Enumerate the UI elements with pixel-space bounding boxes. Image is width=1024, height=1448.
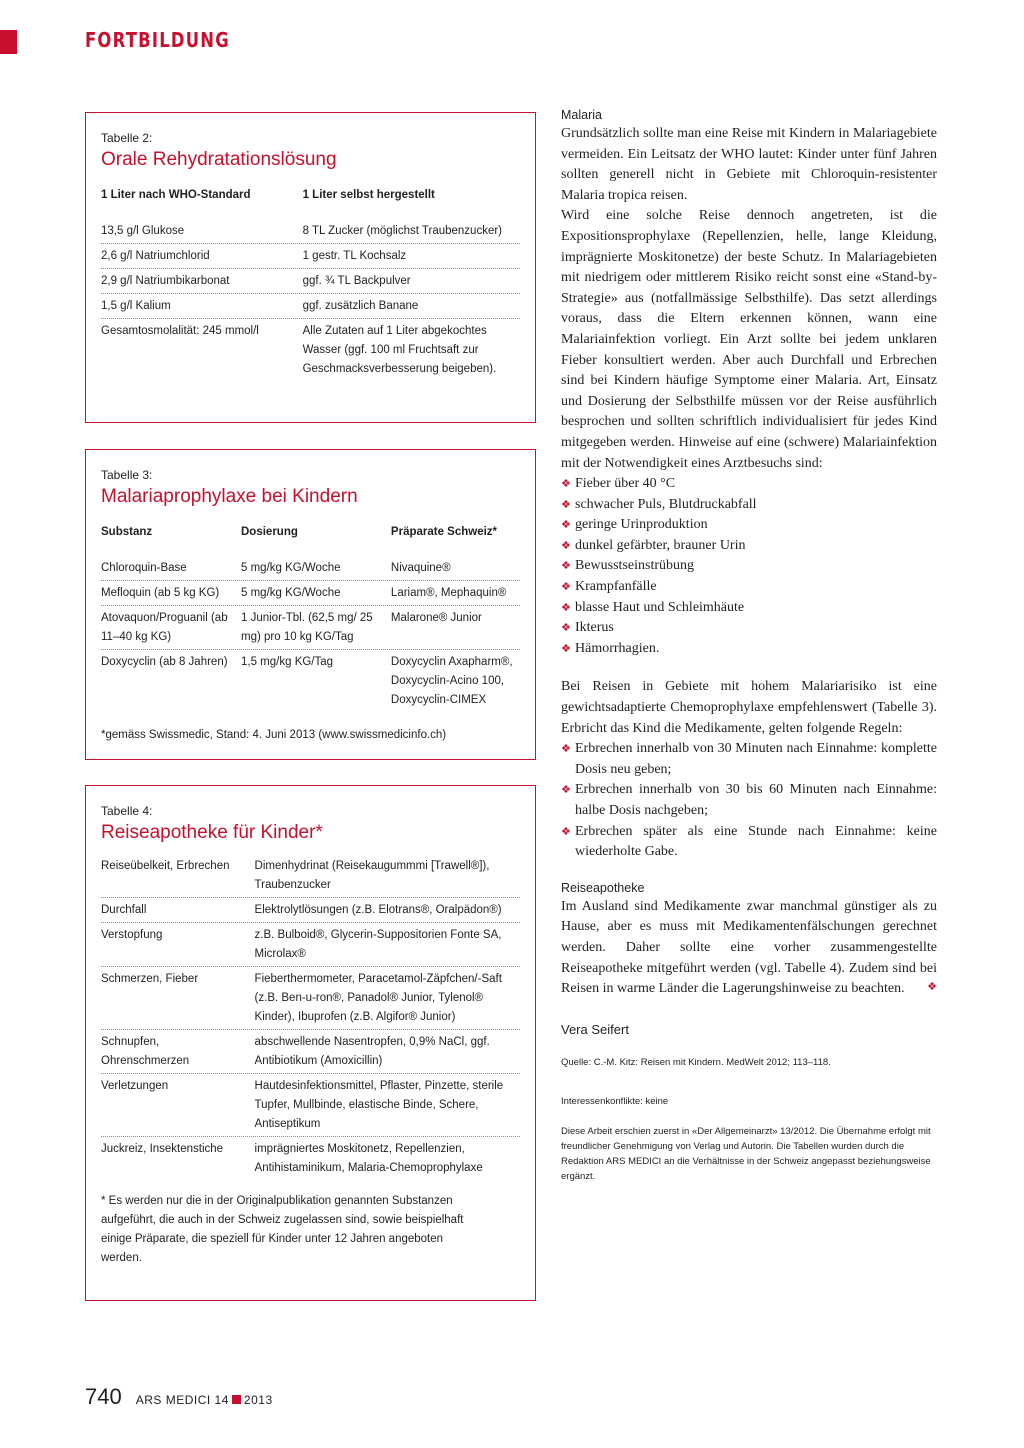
table-body <box>101 556 520 712</box>
bullet-diamond-icon: ❖ <box>561 601 571 614</box>
section-marker <box>0 30 17 54</box>
table-header <box>101 189 520 201</box>
column-header: Substanz <box>101 526 153 538</box>
table-cell: Doxycyclin (ab 8 Jahren) <box>101 656 228 668</box>
table-label: Tabelle 3: <box>101 468 153 482</box>
table-cell: Gesamtosmolalität: 245 mmol/l <box>101 325 259 337</box>
table-cell: 5 mg/kg KG/Woche <box>241 562 341 574</box>
table-row <box>101 1074 520 1137</box>
table-cell: 1,5 mg/kg KG/Tag <box>241 656 334 668</box>
table-cell: 5 mg/kg KG/Woche <box>241 587 341 599</box>
symptom-item <box>561 556 937 577</box>
symptom-item <box>561 618 937 639</box>
rule-item <box>561 739 937 780</box>
symptom-item <box>561 495 937 516</box>
symptom-item <box>561 515 937 536</box>
table-cell: Durchfall <box>101 904 147 916</box>
table-cell: ggf. zusätzlich Banane <box>302 300 419 312</box>
article-column <box>561 108 937 1184</box>
reiseapotheke-text: Im Ausland sind Medikamente zwar manchmal günstiger als zu Hause, aber es muss mit Medikamentenfälschungen gerechnet werden. Daher sollte eine vorher zusammengestellte Reiseapotheke mitgeführt werden (vgl. Tabelle 4). Zudem sind bei Reisen in warme Länder die Lagerungshinweise zu beachten. <box>561 898 937 997</box>
table-3 <box>85 449 536 760</box>
rule-item-text: Erbrechen innerhalb von 30 bis 60 Minuten nach Einnahme: halbe Dosis nachgeben; <box>575 782 937 818</box>
table-cell: Fieberthermometer, Paracetamol-Zäpfchen/-Saft (z.B. Ben-u-ron®, Panadol® Junior, Tylenol® Kinder), Ibuprofen (z.B. Algifor® Junior) <box>254 973 502 1023</box>
bullet-diamond-icon: ❖ <box>561 622 571 635</box>
table-cell: Doxycyclin Axapharm®, Doxycyclin-Acino 100, Doxycyclin-CIMEX <box>390 656 513 706</box>
page-footer <box>85 1384 273 1410</box>
symptom-list <box>561 474 937 659</box>
symptom-item <box>561 536 937 557</box>
bullet-diamond-icon: ❖ <box>561 743 571 756</box>
table-row <box>101 1137 520 1180</box>
table-row <box>101 606 520 650</box>
rule-item <box>561 780 937 821</box>
table-cell: Malarone® Junior <box>390 612 482 624</box>
reiseapotheke-paragraph <box>561 897 937 1000</box>
bullet-diamond-icon: ❖ <box>561 560 571 573</box>
column-header: Dosierung <box>241 526 298 538</box>
table-row <box>101 967 520 1030</box>
table-row <box>101 854 520 898</box>
table-cell: Atovaquon/Proguanil (ab 11–40 kg KG) <box>101 612 228 643</box>
bullet-diamond-icon: ❖ <box>561 642 571 655</box>
table-cell: Mefloquin (ab 5 kg KG) <box>101 587 220 599</box>
table-label: Tabelle 4: <box>101 804 153 818</box>
table-cell: Elektrolytlösungen (z.B. Elotrans®, Oralpädon®) <box>254 904 502 916</box>
table-2 <box>85 112 536 423</box>
symptom-item <box>561 598 937 619</box>
table-cell: Lariam®, Mephaquin® <box>390 587 507 599</box>
symptom-item-text: Fieber über 40 °C <box>575 476 676 492</box>
column-header: 1 Liter selbst hergestellt <box>302 189 435 201</box>
table-row <box>101 1030 520 1074</box>
symptom-item-text: geringe Urinproduktion <box>575 517 708 533</box>
bullet-diamond-icon: ❖ <box>561 478 571 491</box>
table-cell: Alle Zutaten auf 1 Liter abgekochtes Wasser (ggf. 100 ml Fruchtsaft zur Geschmacksverbesserung beigeben). <box>302 325 497 375</box>
table-row <box>101 244 520 269</box>
publication-note: Diese Arbeit erschien zuerst in «Der Allgemeinarzt» 13/2012. Die Übernahme erfolgt mit freundlicher Genehmigung von Verlag und Autorin. Die Tabellen wurden durch die Redaktion ARS MEDICI an die Verhältnisse in der Schweiz angepasst beziehungsweise ergänzt. <box>561 1125 931 1182</box>
symptom-item-text: Krampfanfälle <box>575 579 657 595</box>
table-body <box>101 854 520 1180</box>
table-cell: Hautdesinfektionsmittel, Pflaster, Pinzette, sterile Tupfer, Mullbinde, elastische Binde, Schere, Antiseptikum <box>254 1080 504 1130</box>
table-body <box>101 219 520 381</box>
symptom-item-text: Hämorrhagien. <box>575 640 660 656</box>
section-title: FORTBILDUNG <box>85 28 230 52</box>
symptom-item-text: Ikterus <box>575 620 614 636</box>
symptom-item-text: dunkel gefärbter, brauner Urin <box>575 537 746 553</box>
table-row <box>101 269 520 294</box>
bullet-diamond-icon: ❖ <box>561 784 571 797</box>
table-title: Reiseapotheke für Kinder* <box>101 822 323 843</box>
table-cell: 8 TL Zucker (möglichst Traubenzucker) <box>302 225 503 237</box>
table-cell: 2,6 g/l Natriumchlorid <box>101 250 210 262</box>
symptom-item <box>561 474 937 495</box>
bullet-diamond-icon: ❖ <box>561 498 571 511</box>
table-cell: Juckreiz, Insektenstiche <box>101 1143 224 1155</box>
table-cell: Verstopfung <box>101 929 163 941</box>
table-cell: Nivaquine® <box>390 562 451 574</box>
journal-year: 2013 <box>243 1393 273 1407</box>
table-row <box>101 898 520 923</box>
symptom-item-text: schwacher Puls, Blutdruckabfall <box>575 496 757 512</box>
table-title: Malariaprophylaxe bei Kindern <box>101 486 358 507</box>
journal-name: ARS MEDICI 14 <box>135 1393 229 1407</box>
table-header <box>101 526 520 538</box>
table-row <box>101 556 520 581</box>
table-footnote: * Es werden nur die in der Originalpublikation genannten Substanzen aufgeführt, die auch in der Schweiz zugelassen sind, sowie beispielhaft einige Präparate, die speziell für Kinder unter 12 Jahren angeboten werden. <box>101 1195 464 1264</box>
table-cell: ggf. ¾ TL Backpulver <box>302 275 411 287</box>
page-number: 740 <box>85 1384 122 1409</box>
table-footnote: *gemäss Swissmedic, Stand: 4. Juni 2013 (www.swissmedicinfo.ch) <box>101 729 447 741</box>
table-cell: imprägniertes Moskitonetz, Repellenzien, Antihistaminikum, Malaria-Chemoprophylaxe <box>254 1143 483 1174</box>
symptom-item <box>561 577 937 598</box>
table-row <box>101 294 520 319</box>
table-cell: abschwellende Nasentropfen, 0,9% NaCl, ggf. Antibiotikum (Amoxicillin) <box>254 1036 490 1067</box>
source-reference: Quelle: C.-M. Kitz: Reisen mit Kindern. MedWelt 2012; 113–118. <box>561 1056 831 1068</box>
table-cell: 1 Junior-Tbl. (62,5 mg/ 25 mg) pro 10 kg KG/Tag <box>241 612 373 643</box>
column-header: Präparate Schweiz* <box>390 526 498 538</box>
table-cell: z.B. Bulboid®, Glycerin-Suppositorien Fonte SA, Microlax® <box>254 929 502 960</box>
table-row <box>101 219 520 244</box>
column-header: 1 Liter nach WHO-Standard <box>101 189 251 201</box>
table-cell: Verletzungen <box>101 1080 169 1092</box>
rule-item-text: Erbrechen innerhalb von 30 Minuten nach Einnahme: komplette Dosis neu geben; <box>575 741 937 777</box>
bullet-diamond-icon: ❖ <box>561 825 571 838</box>
table-row <box>101 581 520 606</box>
table-row <box>101 923 520 967</box>
table-label: Tabelle 2: <box>101 131 153 145</box>
malaria-paragraph-2: Wird eine solche Reise dennoch angetreten, ist die Expositionsprophylaxe (Repellenzien, helle, lange Kleidung, imprägnierte Moskitonetze) der beste Schutz. In Malariagebieten mit niedrigem oder mittlerem Risiko reicht sonst eine «Stand-by-Strategie» aus (notfallmässige Selbsthilfe). Das setzt allerdings voraus, dass die Eltern erkennen können, wann eine Malariainfektion vorliegt. Ein Arzt sollte bei jedem unklaren Fieber konsultiert werden. Aber auch Durchfall und Erbrechen sind bei Kindern häufige Symptome einer Malaria. Art, Einsatz und Dosierung der Selbsthilfe müssen vor der Reise ausführlich besprochen und sollten schriftlich individualisiert für jedes Kind mitgegeben werden. Hinweise auf eine (schwere) Malariainfektion mit der Notwendigkeit eines Arztbesuchs sind: <box>561 208 937 471</box>
bullet-diamond-icon: ❖ <box>561 519 571 532</box>
table-cell: Dimenhydrinat (Reisekaugummmi [Trawell®]), Traubenzucker <box>254 860 490 891</box>
end-mark-icon: ❖ <box>927 981 937 994</box>
table-title: Orale Rehydratationslösung <box>101 149 337 170</box>
table-cell: 1 gestr. TL Kochsalz <box>302 250 407 262</box>
table-row <box>101 319 520 381</box>
table-cell: 13,5 g/l Glukose <box>101 225 185 237</box>
table-4 <box>85 785 536 1301</box>
square-separator-icon <box>232 1395 241 1404</box>
table-cell: 2,9 g/l Natriumbikarbonat <box>101 275 230 287</box>
conflicts-of-interest: Interessenkonflikte: keine <box>561 1095 669 1107</box>
table-cell: Chloroquin-Base <box>101 562 187 574</box>
rule-item <box>561 822 937 863</box>
author: Vera Seifert <box>561 1021 629 1037</box>
table-cell: Reiseübelkeit, Erbrechen <box>101 860 230 872</box>
rule-item-text: Erbrechen später als eine Stunde nach Einnahme: keine wiederholte Gabe. <box>575 823 937 860</box>
symptom-item-text: blasse Haut und Schleimhäute <box>575 599 745 615</box>
symptom-item-text: Bewusstseinstrübung <box>575 558 694 574</box>
malaria-paragraph-1: Grundsätzlich sollte man eine Reise mit Kindern in Malariagebiete vermeiden. Ein Leitsatz der WHO lautet: Kinder unter fünf Jahren sollten generell nicht in Gebiete mit Chloroquin-resistenter Malaria tropica reisen. <box>561 126 937 203</box>
table-cell: Schmerzen, Fieber <box>101 973 199 985</box>
rules-list <box>561 739 937 863</box>
table-cell: 1,5 g/l Kalium <box>101 300 171 312</box>
table-cell: Schnupfen, Ohrenschmerzen <box>101 1036 190 1067</box>
reiseapotheke-heading: Reiseapotheke <box>561 880 645 895</box>
malaria-heading: Malaria <box>561 108 602 122</box>
bullet-diamond-icon: ❖ <box>561 581 571 594</box>
symptom-item <box>561 639 937 660</box>
table-row <box>101 650 520 712</box>
malaria-paragraph-3: Bei Reisen in Gebiete mit hohem Malariarisiko ist eine gewichtsadaptierte Chemoprophylaxe empfehlenswert (Tabelle 3). Erbricht das Kind die Medikamente, gelten folgende Regeln: <box>561 679 937 736</box>
bullet-diamond-icon: ❖ <box>561 539 571 552</box>
